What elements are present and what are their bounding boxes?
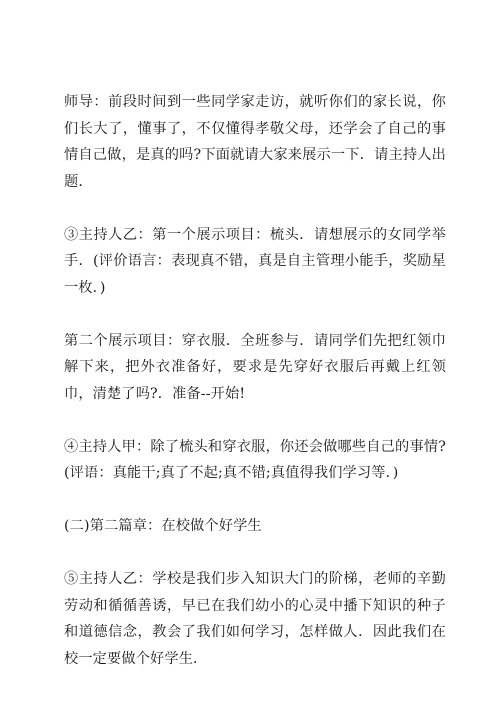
paragraph-host-b-hair: ③主持人乙：第一个展示项目：梳头．请想展示的女同学举手．(评价语言：表现真不错，真是自主管理小能手，奖励星一枚．) — [64, 226, 446, 296]
paragraph-host-a-question: ④主持人甲：除了梳头和穿衣服，你还会做哪些自己的事情?(评语：真能干;真了不起;真不错;真值得我们学习等．) — [64, 438, 446, 481]
paragraph-host-b-school: ⑤主持人乙：学校是我们步入知识大门的阶梯，老师的辛勤劳动和循循善诱，早已在我们幼小的心灵中播下知识的种子和道德信念，教会了我们如何学习，怎样做人．因此我们在校一定要做个好学生． — [64, 571, 446, 667]
paragraph-teacher-intro: 师导：前段时间到一些同学家走访，就听你们的家长说，你们长大了，懂事了，不仅懂得孝敬父母，还学会了自己的事情自己做，是真的吗?下面就请大家来展示一下．请主持人出题． — [64, 94, 446, 190]
paragraph-dressing-item: 第二个展示项目：穿衣服．全班参与．请同学们先把红领巾解下来，把外衣准备好，要求是先穿好衣服后再戴上红领巾，清楚了吗?．准备--开始! — [64, 332, 446, 402]
section-heading: (二)第二篇章：在校做个好学生 — [64, 518, 262, 534]
document-body — [64, 89, 446, 672]
